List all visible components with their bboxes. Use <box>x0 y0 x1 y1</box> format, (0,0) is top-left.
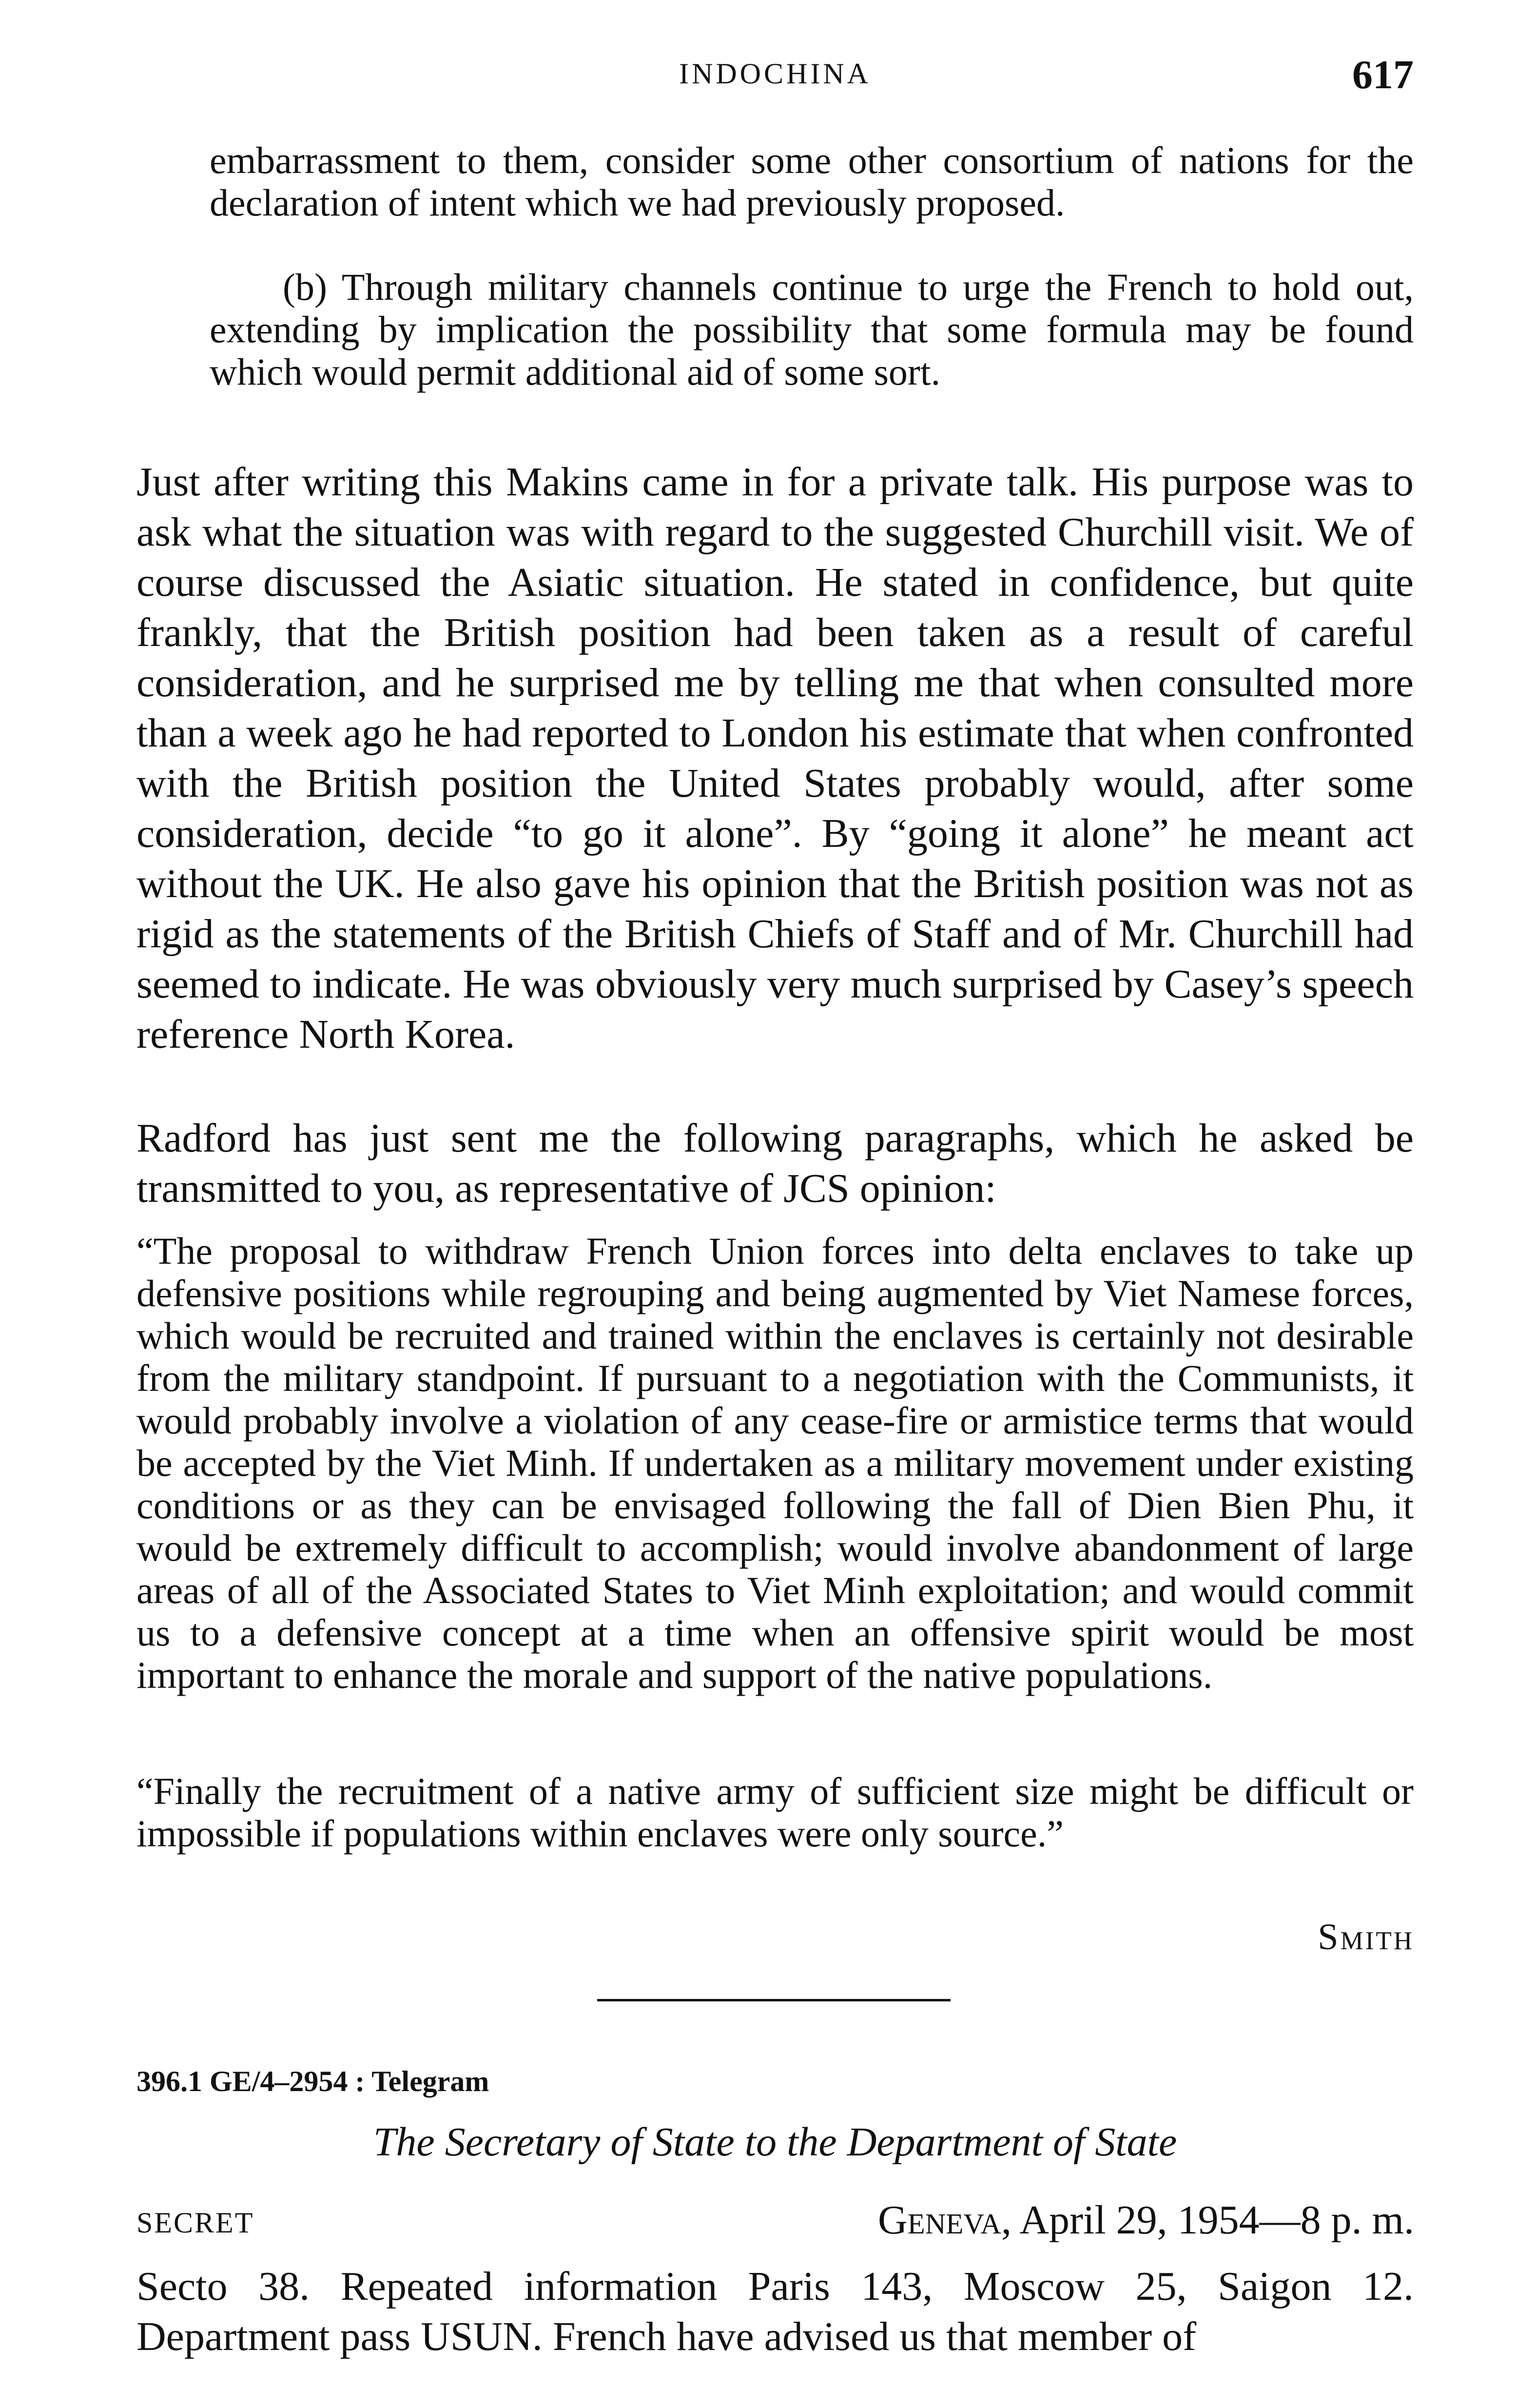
dateline-date: April 29, 1954—8 p. m. <box>1019 2197 1414 2243</box>
dateline-place: Geneva, <box>878 2197 1011 2243</box>
page-number: 617 <box>1352 52 1414 98</box>
document-title: The Secretary of State to the Department of State <box>373 2119 1177 2165</box>
file-reference: 396.1 GE/4–2954 : Telegram <box>136 2065 489 2097</box>
dateline <box>878 2196 1414 2244</box>
paragraph-4: Radford has just sent me the following paragraphs, which he asked be transmitted to you, as representative of JCS opinion: <box>136 1116 1414 1211</box>
paragraph-1: embarrassment to them, consider some other consortium of nations for the declaration of intent which we had previously proposed. <box>210 139 1414 224</box>
paragraph-2: (b) Through military channels continue to urge the French to hold out, extending by implication the possibility that some formula may be found which would permit additional aid of some sort. <box>210 266 1414 393</box>
page-header <box>136 51 1414 100</box>
paragraph-telegram: Secto 38. Repeated information Paris 143, Moscow 25, Saigon 12. Department pass USUN. French have advised us that member of <box>136 2264 1414 2359</box>
quote-paragraph-2: “Finally the recruitment of a native army of sufficient size might be difficult or impossible if populations within enclaves were only source.” <box>136 1770 1414 1855</box>
section-divider <box>597 1999 951 2001</box>
paragraph-3: Just after writing this Makins came in for a private talk. His purpose was to ask what the situation was with regard to the suggested Churchill visit. We of course discussed the Asiatic situation. He stated in confidence, but quite frankly, that the British position had been taken as a result of careful consideration, and he surprised me by telling me that when consulted more than a week ago he had reported to London his estimate that when confronted with the British position the United States probably would, after some consideration, decide “to go it alone”. By “going it alone” he meant act without the UK. He also gave his opinion that the British position was not as rigid as the statements of the British Chiefs of Staff and of Mr. Churchill had seemed to indicate. He was obviously very much surprised by Casey’s speech reference North Korea. <box>136 459 1414 1057</box>
classification: SECRET <box>136 2207 254 2239</box>
running-head: INDOCHINA <box>679 58 871 90</box>
signature: Smith <box>1318 1917 1414 1958</box>
quote-paragraph-1: “The proposal to withdraw French Union forces into delta enclaves to take up defensive positions while regrouping and being augmented by Viet Namese forces, which would be recruited and trained within the enclaves is certainly not desirable from the military standpoint. If pursuant to a negotiation with the Communists, it would probably involve a violation of any cease-fire or armistice terms that would be accepted by the Viet Minh. If undertaken as a military movement under existing conditions or as they can be envisaged following the fall of Dien Bien Phu, it would be extremely difficult to accomplish; would involve abandonment of large areas of all of the Associated States to Viet Minh exploitation; and would commit us to a defensive concept at a time when an offensive spirit would be most important to enhance the morale and support of the native populations. <box>136 1230 1414 1696</box>
